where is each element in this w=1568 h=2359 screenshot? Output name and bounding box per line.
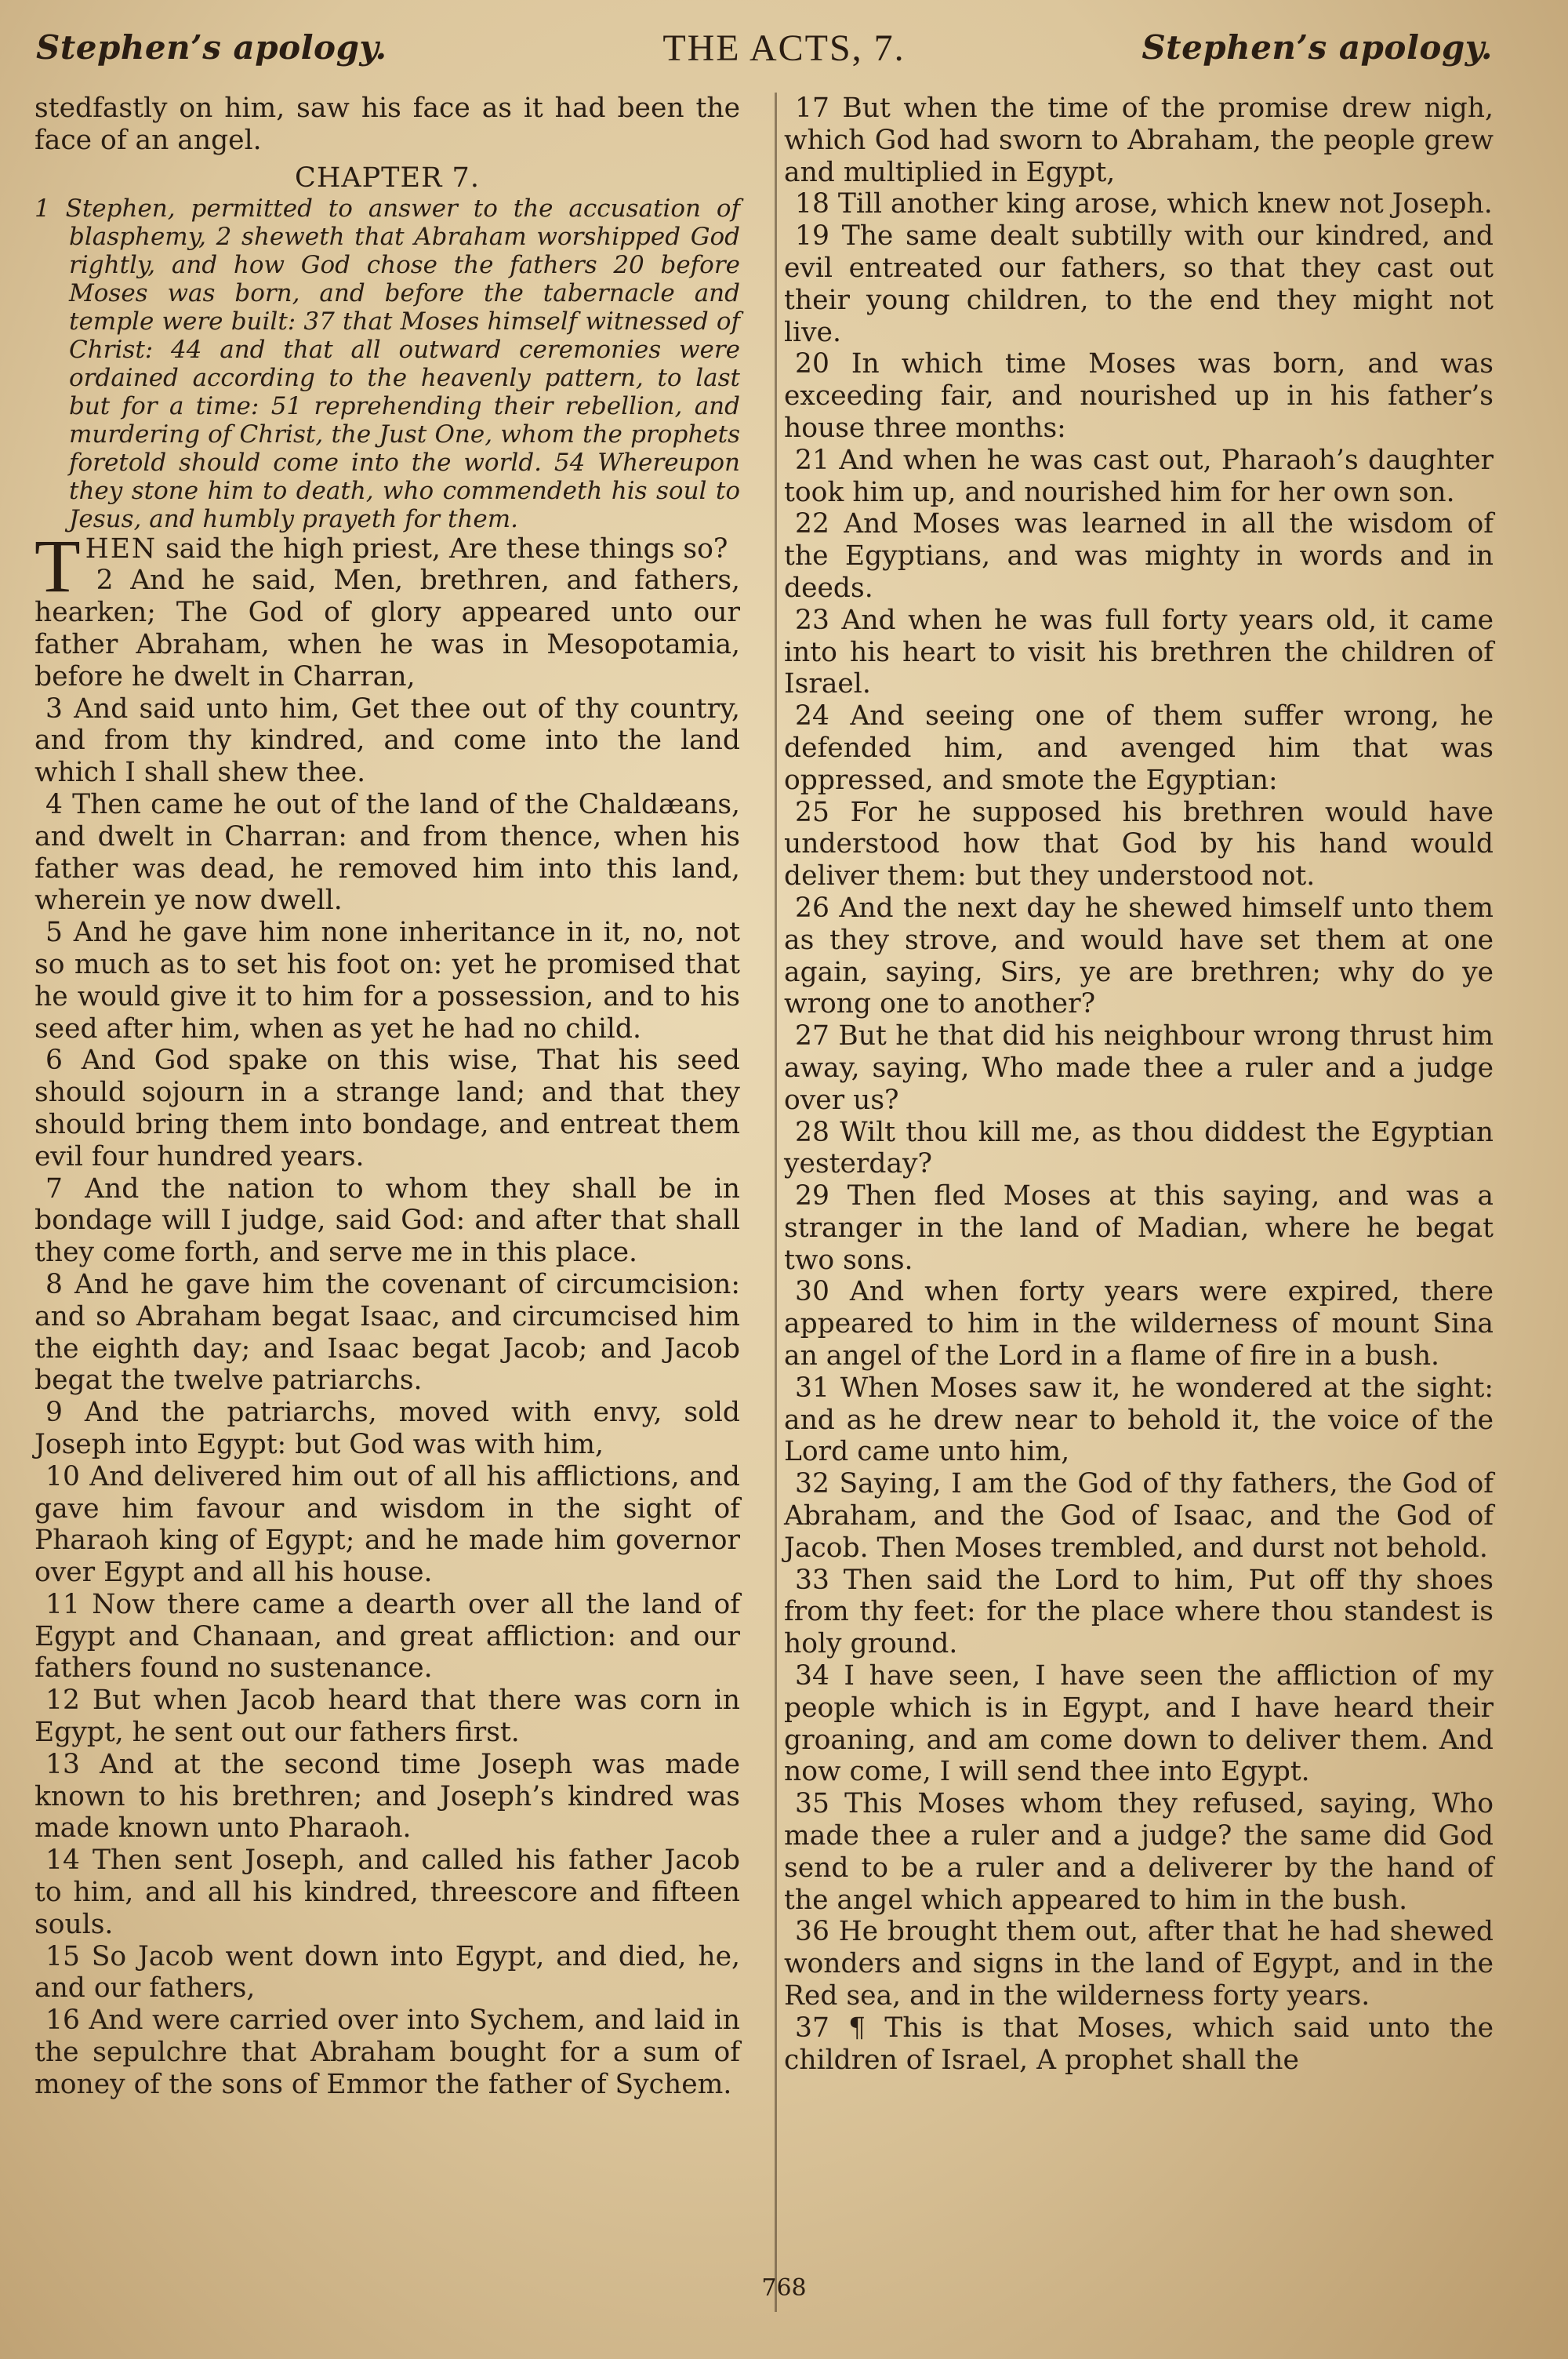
- verse: 19 The same dealt subtilly with our kindred, and evil entreated our fathers, so that they cast out their young children, to the end they might not live.: [784, 220, 1494, 348]
- verse: 28 Wilt thou kill me, as thou diddest the Egyptian yesterday?: [784, 1116, 1494, 1180]
- verse: 17 But when the time of the promise drew nigh, which God had sworn to Abraham, the people grew and multiplied in Egypt,: [784, 93, 1494, 188]
- column-divider: [775, 93, 777, 2312]
- verse: 10 And delivered him out of all his afflictions, and gave him favour and wisdom in the sight of Pharaoh king of Egypt; and he made him governor over Egypt and all his house.: [34, 1460, 740, 1589]
- verse: 16 And were carried over into Sychem, and laid in the sepulchre that Abraham bought for a sum of money of the sons of Emmor the father of Sychem.: [34, 2005, 740, 2100]
- running-header-title: THE ACTS, 7.: [662, 27, 906, 69]
- verse: 12 But when Jacob heard that there was corn in Egypt, he sent out our fathers first.: [34, 1685, 740, 1749]
- chapter-summary: 1 Stephen, permitted to answer to the accusation of blasphemy, 2 sheweth that Abraham worshipped God rightly, and how God chose the fathers 20 before Moses was born, and before the tabernacle and temple were built: 37 that Moses himself witnessed of Christ: 44 and that all outward ceremonies were ordained according to the heavenly pattern, to last but for a time: 51 reprehending their rebellion, and murdering of Christ, the Just One, whom the prophets foretold should come into the world. 54 Whereupon they stone him to death, who commendeth his soul to Jesus, and humbly prayeth for them.: [34, 194, 740, 533]
- left-column: [34, 93, 740, 2101]
- running-header-left: Stephen’s apology.: [36, 28, 387, 67]
- intro-text: stedfastly on him, saw his face as it had been the face of an angel.: [34, 93, 740, 156]
- verse: 21 And when he was cast out, Pharaoh’s daughter took him up, and nourished him for her own son.: [784, 444, 1494, 508]
- verse-1: [34, 523, 740, 608]
- verse: 31 When Moses saw it, he wondered at the sight: and as he drew near to behold it, the voice of the Lord came unto him,: [784, 1372, 1494, 1468]
- verse: 7 And the nation to whom they shall be in bondage will I judge, said God: and after that shall they come forth, and serve me in this place.: [34, 1172, 740, 1269]
- verse: 37 ¶ This is that Moses, which said unto the children of Israel, A prophet shall the: [784, 2012, 1494, 2076]
- verse: 9 And the patriarchs, moved with envy, sold Joseph into Egypt: but God was with him,: [34, 1397, 740, 1460]
- verse: 30 And when forty years were expired, there appeared to him in the wilderness of mount Sina an angel of the Lord in a flame of fire in a bush.: [784, 1276, 1494, 1372]
- verse: 5 And he gave him none inheritance in it, no, not so much as to set his foot on: yet he promised that he would give it to him for a possession, and to his seed after him, when as yet he had no child.: [34, 917, 740, 1045]
- verse: 29 Then fled Moses at this saying, and was a stranger in the land of Madian, where he begat two sons.: [784, 1180, 1494, 1276]
- chapter-heading: CHAPTER 7.: [295, 162, 480, 194]
- drop-cap: T: [34, 523, 81, 608]
- verse: 6 And God spake on this wise, That his seed should sojourn in a strange land; and that they should bring them into bondage, and entreat them evil four hundred years.: [34, 1045, 740, 1172]
- verse: 23 And when he was full forty years old, it came into his heart to visit his brethren the children of Israel.: [784, 604, 1494, 700]
- verse: 3 And said unto him, Get thee out of thy country, and from thy kindred, and come into the land which I shall shew thee.: [34, 692, 740, 789]
- verse: 36 He brought them out, after that he had shewed wonders and signs in the land of Egypt, and in the Red sea, and in the wilderness forty years.: [784, 1916, 1494, 2012]
- verse: 4 Then came he out of the land of the Chaldæans, and dwelt in Charran: and from thence, when his father was dead, he removed him into this land, wherein ye now dwell.: [34, 788, 740, 917]
- verse: 22 And Moses was learned in all the wisdom of the Egyptians, and was mighty in words and in deeds.: [784, 508, 1494, 604]
- verse: 2 And he said, Men, brethren, and fathers, hearken; The God of glory appeared unto our father Abraham, when he was in Mesopotamia, before he dwelt in Charran,: [34, 565, 740, 692]
- right-column: [784, 93, 1494, 2076]
- verse: 34 I have seen, I have seen the affliction of my people which is in Egypt, and I have heard their groaning, and am come down to deliver them. And now come, I will send thee into Egypt.: [784, 1660, 1494, 1788]
- verse: 24 And seeing one of them suffer wrong, he defended him, and avenged him that was oppressed, and smote the Egyptian:: [784, 700, 1494, 796]
- verse-1-caps: HEN: [85, 533, 158, 565]
- verse: 13 And at the second time Joseph was made known to his brethren; and Joseph’s kindred was made known unto Pharaoh.: [34, 1748, 740, 1845]
- verse: 33 Then said the Lord to him, Put off thy shoes from thy feet: for the place where thou standest is holy ground.: [784, 1564, 1494, 1660]
- verse: 11 Now there came a dearth over all the land of Egypt and Chanaan, and great affliction: and our fathers found no sustenance.: [34, 1588, 740, 1685]
- verse-1-text: said the high priest, Are these things so?: [157, 533, 728, 565]
- verse: 32 Saying, I am the God of thy fathers, the God of Abraham, and the God of Isaac, and the God of Jacob. Then Moses trembled, and durst not behold.: [784, 1468, 1494, 1564]
- verse: 26 And the next day he shewed himself unto them as they strove, and would have set them at one again, saying, Sirs, ye are brethren; why do ye wrong one to another?: [784, 892, 1494, 1020]
- page-number: 768: [761, 2274, 807, 2302]
- verse: 35 This Moses whom they refused, saying, Who made thee a ruler and a judge? the same did God send to be a ruler and a deliverer by the hand of the angel which appeared to him in the bush.: [784, 1788, 1494, 1916]
- verse: 14 Then sent Joseph, and called his father Jacob to him, and all his kindred, threescore and fifteen souls.: [34, 1845, 740, 1940]
- verse: 18 Till another king arose, which knew not Joseph.: [795, 188, 1493, 220]
- verse: 20 In which time Moses was born, and was exceeding fair, and nourished up in his father’s house three months:: [784, 348, 1494, 444]
- running-header-right: Stephen’s apology.: [1142, 28, 1493, 67]
- verse: 27 But he that did his neighbour wrong thrust him away, saying, Who made thee a ruler and a judge over us?: [784, 1020, 1494, 1116]
- verse: 15 So Jacob went down into Egypt, and died, he, and our fathers,: [34, 1940, 740, 2005]
- verse: 25 For he supposed his brethren would have understood how that God by his hand would deliver them: but they understood not.: [784, 796, 1494, 892]
- verse: 8 And he gave him the covenant of circumcision: and so Abraham begat Isaac, and circumcised him the eighth day; and Isaac begat Jacob; and Jacob begat the twelve patriarchs.: [34, 1268, 740, 1397]
